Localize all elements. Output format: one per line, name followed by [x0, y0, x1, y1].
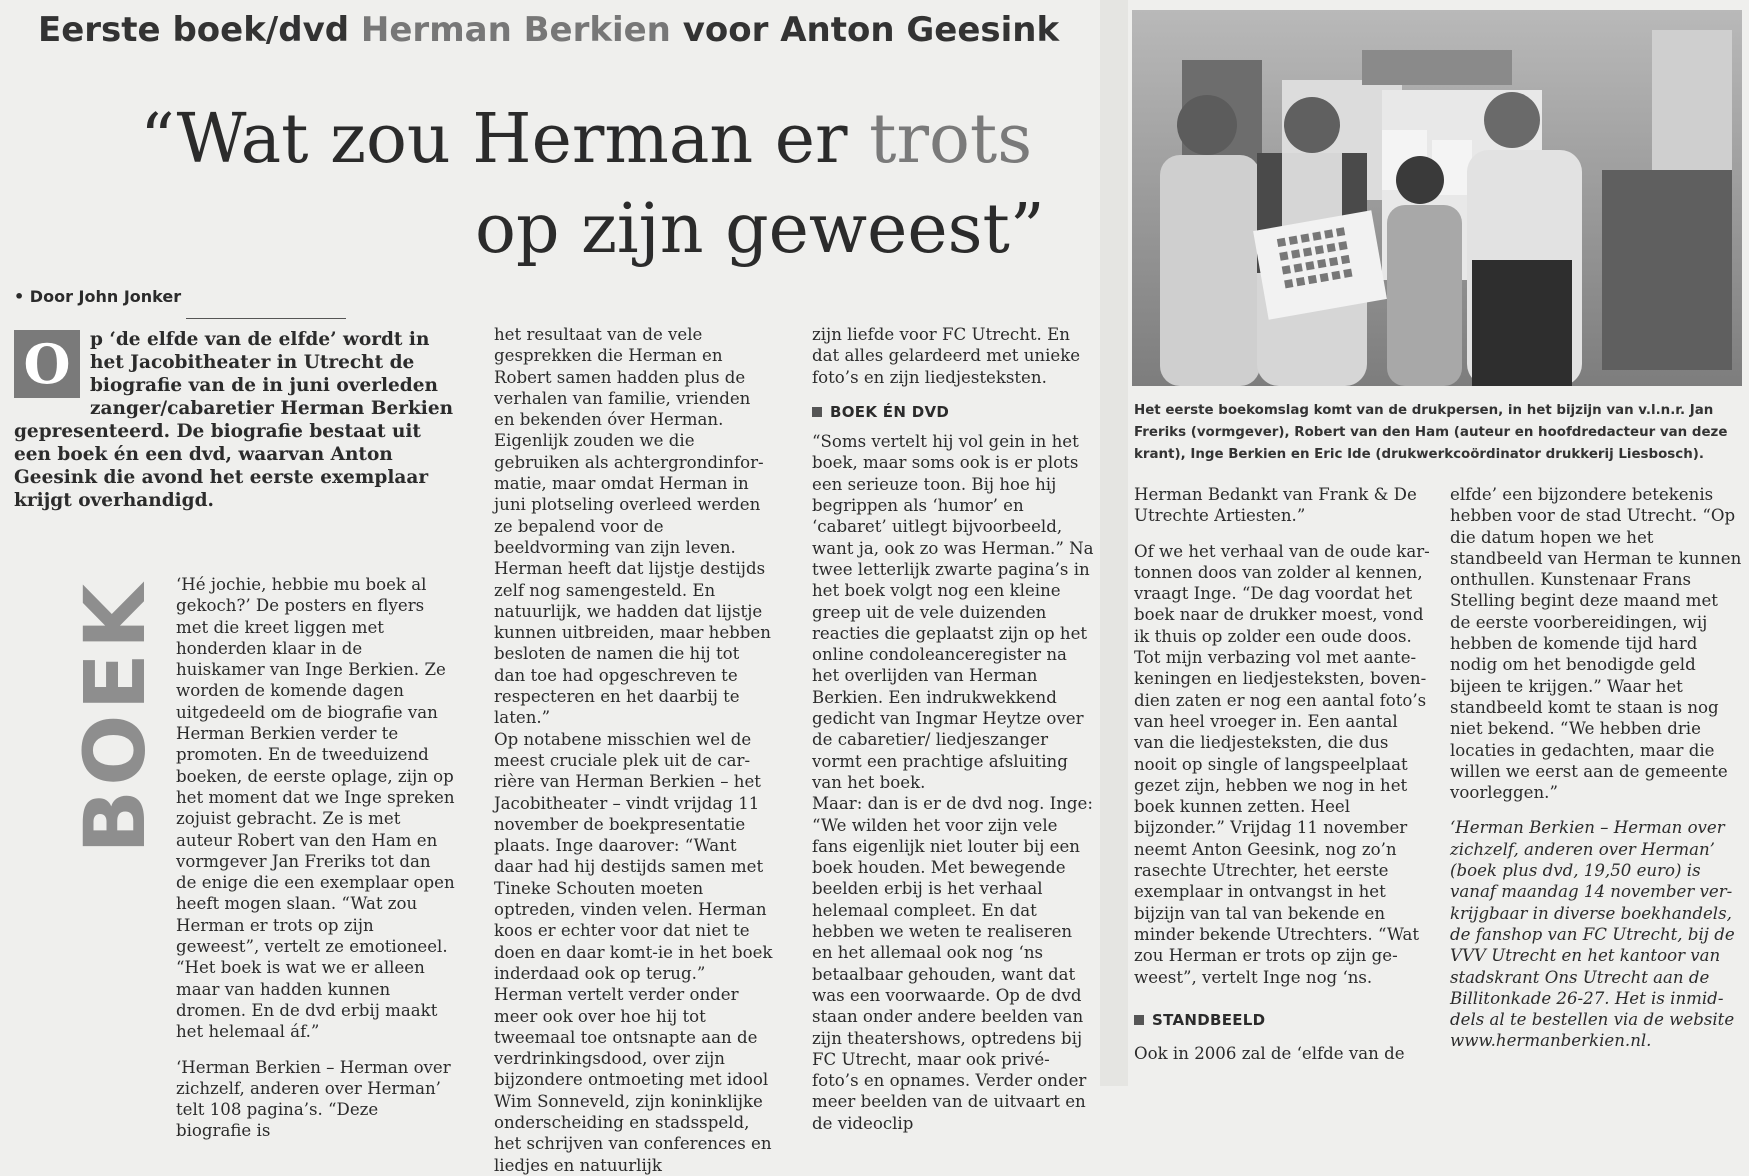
photo-scene	[1132, 10, 1742, 386]
paragraph: Herman vertelt verder onder meer ook over hoe hij tot tweemaal toe ontsnapte aan de verdrinkingsdood, over zijn bijzondere ontmoeting met idool Wim Sonneveld, zijn koninklijke onderscheiding en stadsspeld, het schrijven van conferences en liedjes en natuurlijk	[494, 985, 772, 1175]
paragraph: ‘Hé jochie, hebbie mu boek al gekoch?’ De posters en flyers met die kreet liggen met honderden klaar in de huiskamer van Inge Berkien. Ze worden de komende dagen uitgedeeld om de biografie van Herman Berkien verder te promoten. En de tweeduizend boeken, de eerste oplage, zijn op het moment dat we Inge spreken zojuist gebracht. Ze is met auteur Robert van den Ham en vormgever Jan Freriks tot dan de enige die een exemplaar open heeft mogen slaan. “Wat zou Herman er trots op zijn geweest”, vertelt ze emotioneel. “Het boek is wat we er alleen maar van hadden kunnen dromen. En de dvd erbij maakt het helemaal áf.”	[176, 575, 455, 1042]
paragraph: Of we het verhaal van de oude kartonnen doos van zolder al kennen, vraagt Inge. “De dag voordat het boek naar de drukker moest, vond ik thuis op zolder een oude doos. Tot mijn verbazing vol met aantekeningen en liedjesteksten, bovendien zaten er nog een aantal foto’s van heel vroeger in. Een aantal van die liedjesteksten, die dus nooit op single of langspeelplaat gezet zijn, hebben we nog in het boek kunnen zetten. Heel bijzonder.” Vrijdag 11 november neemt Anton Geesink, nog zo’n rasechte Utrechter, het eerste exemplaar in ontvangst in het bijzijn van tal van bekende en minder bekende Utrechters. “Wat zou Herman er trots op zijn geweest”, vertelt Inge nog ‘ns.	[1134, 541, 1430, 987]
headline	[140, 95, 1100, 275]
paragraph: het resultaat van de vele gesprekken die Herman en Robert samen hadden plus de verhalen van familie, vrienden en bekenden óver Herman. Eigenlijk zouden we die gebruiken als achtergrondinformatie, maar omdat Herman in juni plotseling overleed werden ze bepalend voor de beeldvorming van zijn leven. Herman heeft dat lijstje destijds zelf nog samengesteld. En natuurlijk, we hadden dat lijstje kunnen uitbreiden, maar hebben besloten de namen die hij tot dan toe had opgeschreven te respecteren en het daarbij te laten.”	[494, 325, 771, 728]
column-2	[494, 324, 774, 1176]
square-bullet-icon	[1134, 1015, 1144, 1025]
lead-paragraph	[14, 328, 456, 512]
article-photo	[1132, 10, 1742, 386]
byline-rule	[186, 318, 346, 319]
subhead-text: BOEK ÉN DVD	[830, 402, 950, 421]
square-bullet-icon	[812, 407, 822, 417]
headline-line1a: “Wat zou Herman er	[140, 100, 848, 179]
kicker-part1: Eerste boek/dvd	[38, 10, 350, 50]
byline: • Door John Jonker	[14, 287, 182, 306]
headline-line2: op zijn geweest”	[475, 190, 1045, 269]
paragraph: Maar: dan is er de dvd nog. Inge: “We wilden het voor zijn vele fans eigenlijk niet louter bij een boek houden. Met bewegende beelden erbij is het verhaal helemaal compleet. En dat hebben we weten te realiseren en het allemaal ook nog ‘ns betaalbaar gehouden, want dat was een voorwaarde. Op de dvd staan onder andere beelden van zijn theatershows, optredens bij FC Utrecht, maar ook privé-foto’s en opnames. Verder onder meer beelden van de uitvaart en de videoclip	[812, 794, 1093, 1133]
kicker-part3: voor Anton Geesink	[682, 10, 1060, 50]
page-gutter	[1100, 0, 1128, 1086]
kicker	[38, 10, 1059, 50]
headline-line1	[140, 95, 1100, 185]
paragraph-info: ‘Herman Berkien – Herman over zichzelf, anderen over Herman’ (boek plus dvd, 19,50 euro) is vanaf maandag 14 november verkrijgbaar in diverse boekhandels, de fanshop van FC Utrecht, bij de VVV Utrecht en het kantoor van stadskrant Ons Utrecht aan de Billitonkade 26-27. Het is inmiddels al te bestellen via de website www.hermanberkien.nl.	[1450, 818, 1735, 1051]
kicker-part2: Herman Berkien	[360, 10, 671, 50]
side-label: BOEK	[66, 580, 164, 854]
headline-line1b: trots	[869, 100, 1033, 179]
subhead-text: STANDBEELD	[1152, 1010, 1266, 1029]
column-3	[812, 324, 1094, 1134]
column-1	[176, 574, 456, 1142]
paragraph: zijn liefde voor FC Utrecht. En dat alles gelardeerd met unieke foto’s en zijn liedjesteksten.	[812, 325, 1081, 387]
column-5	[1450, 484, 1742, 1052]
paragraph: Herman Bedankt van Frank & De Utrechte Artiesten.”	[1134, 485, 1417, 526]
paragraph: ‘Herman Berkien – Herman over zichzelf, anderen over Herman’ telt 108 pagina’s. “Deze biografie is	[176, 1057, 451, 1141]
paragraph: elfde’ een bijzondere betekenis hebben voor de stad Utrecht. “Op die datum hopen we het standbeeld van Herman te kunnen onthullen. Kunstenaar Frans Stelling begint deze maand met de eerste voorbereidingen, wij hebben de komende tijd hard nodig om het benodigde geld bijeen te krijgen.” Waar het standbeeld komt te staan is nog niet bekend. “We hebben drie locaties in gedachten, maar die willen we eerst aan de gemeente voorleggen.”	[1450, 485, 1742, 803]
photo-caption: Het eerste boekomslag komt van de drukpersen, in het bijzijn van v.l.n.r. Jan Freriks (vormgever), Robert van den Ham (auteur en hoofdredacteur van deze krant), Inge Berkien en Eric Ide (drukwerkcoördinator drukkerij Liesbosch).	[1134, 403, 1728, 462]
column-4	[1134, 484, 1430, 1064]
paragraph: Ook in 2006 zal de ‘elfde van de	[1134, 1044, 1405, 1064]
byline-author: Door John Jonker	[29, 287, 182, 306]
lead-text: p ‘de elfde van de elfde’ wordt in het Jacobitheater in Utrecht de biografie van de in juni overleden zanger/cabaretier Herman Berkien gepresenteerd. De biografie bestaat uit een boek én een dvd, waarvan Anton Geesink die avond het eerste exemplaar krijgt overhandigd.	[14, 329, 454, 511]
paragraph: Op notabene misschien wel de meest cruciale plek uit de carrière van Herman Berkien – het Jacobitheater – vindt vrijdag 11 november de boekpresentatie plaats. Inge daarover: “Want daar had hij destijds samen met Tineke Schouten moeten optreden, vinden velen. Herman koos er echter voor dat niet te doen en daar komt-ie in het boek inderdaad ook op terug.”	[494, 729, 773, 983]
subhead-standbeeld	[1134, 1010, 1430, 1031]
dropcap: O	[14, 330, 80, 398]
paragraph: “Soms vertelt hij vol gein in het boek, maar soms ook is er plots een serieuze toon. Bij hoe hij begrippen als ‘humor’ en ‘cabaret’ uitlegt bijvoorbeeld, want ja, ook zo was Herman.” Na twee letterlijk zwarte pagina’s in het boek volgt nog een kleine greep uit de vele duizenden reacties die geplaatst zijn op het online condoleanceregister na het overlijden van Herman Berkien. Een indrukwekkend gedicht van Ingmar Heytze over de cabaretier/ liedjeszanger vormt een prachtige afsluiting van het boek.	[812, 432, 1094, 792]
subhead-boek-en-dvd	[812, 402, 1094, 423]
